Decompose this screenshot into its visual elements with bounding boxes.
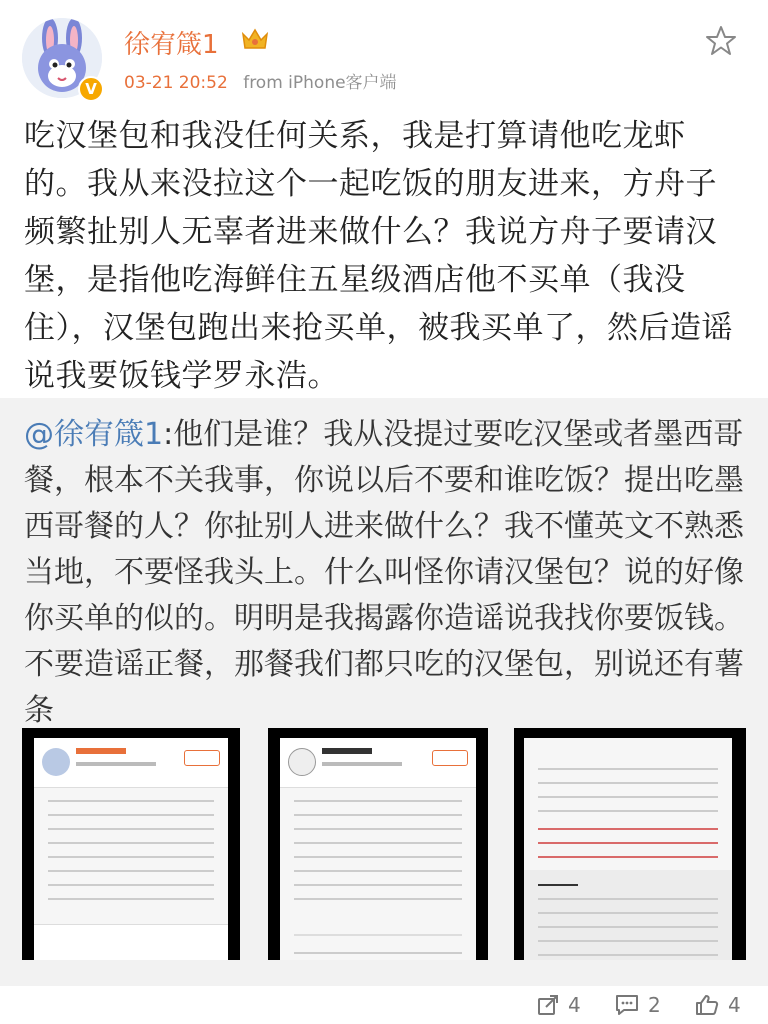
thumbs-up-icon — [694, 993, 720, 1017]
quoted-body: :他们是谁？我从没提过要吃汉堡或者墨西哥餐，根本不关我事，你说以后不要和谁吃饭？提出吃墨西哥餐的人？你扯别人进来做什么？我不懂英文不熟悉当地，不要怪我头上。什么叫怪你请汉堡包？说的好像你买单的似的。明明是我揭露你造谣说我找你要饭钱。不要造谣正餐，那餐我们都只吃的汉堡包，别说还有薯条 — [24, 417, 744, 728]
image-thumbnail-3[interactable] — [514, 728, 746, 960]
post-header — [0, 0, 768, 110]
like-button[interactable] — [694, 986, 741, 1024]
comment-button[interactable] — [614, 986, 661, 1024]
image-thumbnail-2[interactable] — [268, 728, 488, 960]
image-thumbnail-1[interactable] — [22, 728, 240, 960]
post-text: 吃汉堡包和我没任何关系，我是打算请他吃龙虾的。我从来没拉这个一起吃饭的朋友进来，方舟子频繁扯别人无辜者进来做什么？我说方舟子要请汉堡，是指他吃海鲜住五星级酒店他不买单（我没住），汉堡包跑出来抢买单，被我买单了，然后造谣说我要饭钱学罗永浩。 — [24, 118, 733, 394]
comment-bubble-icon — [614, 993, 640, 1017]
image-grid — [22, 728, 746, 960]
action-bar — [0, 986, 768, 1024]
repost-button[interactable] — [536, 986, 581, 1024]
post-source: from iPhone客户端 — [243, 73, 397, 93]
quoted-post[interactable] — [0, 398, 768, 986]
crown-icon — [240, 26, 270, 52]
comment-count: 2 — [648, 993, 661, 1017]
post-meta — [124, 68, 397, 93]
repost-count: 4 — [568, 993, 581, 1017]
mention-link[interactable]: @徐宥箴1 — [24, 417, 164, 452]
post-time: 03-21 20:52 — [124, 73, 228, 93]
share-arrow-icon — [536, 993, 560, 1017]
verified-badge: V — [78, 76, 104, 102]
like-count: 4 — [728, 993, 741, 1017]
author-name[interactable]: 徐宥箴1 — [124, 30, 219, 60]
quoted-post-text — [24, 412, 750, 734]
star-outline-icon[interactable] — [704, 24, 738, 58]
